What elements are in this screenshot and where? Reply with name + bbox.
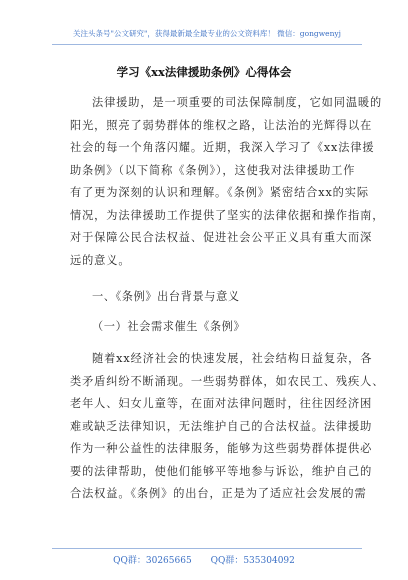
paragraph-intro bbox=[70, 92, 385, 272]
paragraph-line: 有了更为深刻的认识和理解。《条例》紧密结合xx的实际 bbox=[70, 186, 369, 199]
document-title: 学习《xx法律援助条例》心得体会 bbox=[116, 65, 292, 79]
paragraph-line: 社会的每一个角落闪耀。近期，我深入学习了《xx法律援 bbox=[70, 141, 375, 154]
section-heading: 一、《条例》出台背景与意义 bbox=[92, 290, 240, 303]
page-footer bbox=[0, 553, 408, 566]
paragraph-line: 情况，为法律援助工作提供了坚实的法律依据和操作指南， bbox=[70, 208, 385, 222]
paragraph-line: 类矛盾纠纷不断涌现。一些弱势群体，如农民工、残疾人、 bbox=[70, 374, 385, 388]
paragraph-line: 合法权益。《条例》的出台，正是为了适应社会发展的需 bbox=[70, 487, 367, 500]
paragraph-line: 难或缺乏法律知识，无法维护自己的合法权益。法律援助 bbox=[70, 419, 373, 433]
header-divider bbox=[52, 44, 362, 45]
paragraph-line: 随着xx经济社会的快速发展，社会结构日益复杂，各 bbox=[92, 352, 373, 365]
paragraph-line: 老年人、妇女儿童等，在面对法律问题时，往往因经济困 bbox=[70, 397, 373, 410]
footer-divider bbox=[52, 548, 362, 549]
paragraph-line: 对于保障公民合法权益、促进社会公平正义具有重大而深 bbox=[70, 231, 373, 244]
paragraph-line: 作为一种公益性的法律服务，能够为这些弱势群体提供必 bbox=[70, 442, 373, 455]
paragraph-line: 阳光，照亮了弱势群体的维权之路，让法治的光辉得以在 bbox=[70, 118, 373, 132]
paragraph-line: 法律援助，是一项重要的司法保障制度，它如同温暖的 bbox=[92, 96, 383, 109]
paragraph-line: 远的意义。 bbox=[70, 253, 131, 267]
page-header-text: 关注头条号"公文研究"，获得最新最全最专业的公文资料库！ 微信：gongwenyj bbox=[73, 29, 341, 38]
footer-qq-group-2: QQ群：535304092 bbox=[210, 556, 295, 566]
subsection-heading: （一）社会需求催生《条例》 bbox=[92, 320, 246, 333]
footer-qq-group-1: QQ群：30265665 bbox=[113, 556, 192, 566]
paragraph-line: 要的法律帮助，使他们能够平等地参与诉讼，维护自己的 bbox=[70, 464, 373, 478]
paragraph-background bbox=[70, 348, 385, 506]
paragraph-line: 助条例》（以下简称《条例》），这使我对法律援助工作 bbox=[70, 163, 356, 177]
